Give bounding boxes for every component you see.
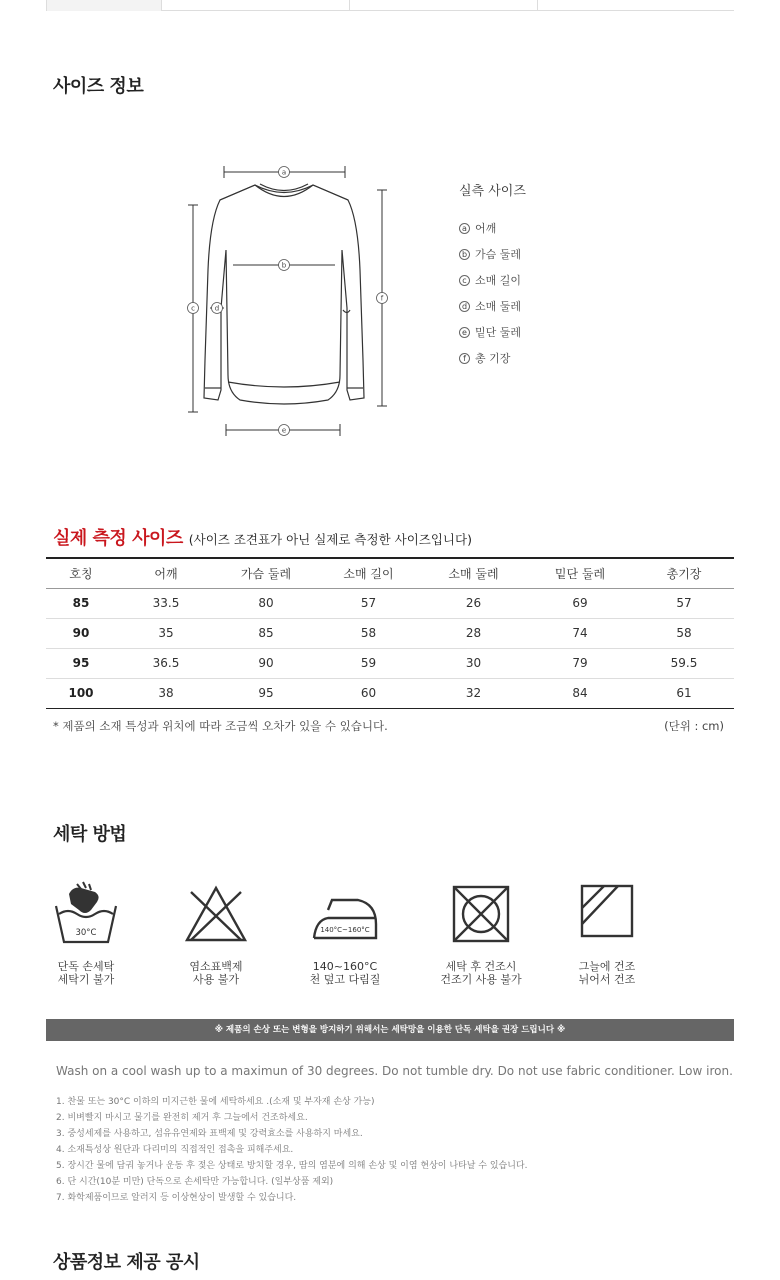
no-bleach-icon [181, 880, 251, 950]
iron-temp: 140°C~160°C [320, 926, 370, 934]
legend-mark: f [459, 353, 470, 364]
wash-caption: 염소표백제 [189, 960, 243, 973]
legend-mark: e [459, 327, 470, 338]
table-cell: 58 [316, 618, 421, 648]
wash-item [295, 880, 395, 986]
wash-caption: 세탁 후 건조시 [445, 960, 517, 973]
care-instructions-list [56, 1094, 527, 1206]
wash-item [36, 880, 136, 986]
english-care-note: Wash on a cool wash up to a maximun of 30 degrees. Do not tumble dry. Do not use fabric conditioner. Low iron. [56, 1064, 733, 1078]
table-cell: 59 [316, 648, 421, 678]
legend-label: 밑단 둘레 [475, 326, 522, 339]
svg-text:a: a [281, 168, 287, 177]
table-cell: 59.5 [634, 648, 734, 678]
wash-caption: 뉘어서 건조 [578, 973, 636, 986]
table-cell: 74 [526, 618, 634, 648]
tab-3[interactable] [350, 0, 538, 11]
svg-text:b: b [281, 261, 287, 270]
size-table [46, 557, 734, 709]
table-cell: 57 [634, 588, 734, 618]
table-cell: 95 [46, 648, 116, 678]
legend-label: 가슴 둘레 [475, 248, 522, 261]
wash-item [431, 880, 531, 986]
wash-caption: 140~160°C [312, 960, 378, 973]
list-item: 6. 단 시간(10분 미만) 단독으로 손세탁만 가능합니다. (일부상품 제외) [56, 1177, 334, 1187]
tolerance-note: * 제품의 소재 특성과 위치에 따라 조금씩 오차가 있을 수 있습니다. [53, 719, 388, 733]
col-header: 호칭 [46, 558, 116, 588]
unit-note: (단위 : cm) [664, 719, 724, 733]
top-tab-bar [46, 0, 734, 11]
table-cell: 79 [526, 648, 634, 678]
wash-caption: 천 덮고 다림질 [309, 973, 381, 986]
legend-label: 소매 둘레 [475, 300, 522, 313]
legend-mark: d [459, 301, 470, 312]
table-cell: 58 [634, 618, 734, 648]
legend-item [459, 293, 526, 319]
table-cell: 85 [216, 618, 316, 648]
list-item: 2. 비벼빨지 마시고 물기를 완전히 제거 후 그늘에서 건조하세요. [56, 1113, 308, 1123]
shade-dry-icon [572, 880, 642, 950]
legend-label: 소매 길이 [475, 274, 522, 287]
table-cell: 36.5 [116, 648, 216, 678]
col-header: 소매 둘레 [421, 558, 526, 588]
col-header: 가슴 둘레 [216, 558, 316, 588]
list-item: 4. 소재특성상 원단과 다리미의 직접적인 접촉을 피해주세요. [56, 1145, 294, 1155]
table-cell: 30 [421, 648, 526, 678]
wash-caption: 사용 불가 [192, 973, 239, 986]
wash-item [557, 880, 657, 986]
legend-label: 어깨 [475, 222, 497, 235]
list-item: 3. 중성세제를 사용하고, 섬유유연제와 표백제 및 강력효소를 사용하지 마세요. [56, 1129, 363, 1139]
tab-1[interactable] [46, 0, 162, 11]
table-cell: 100 [46, 678, 116, 708]
svg-text:e: e [281, 426, 287, 435]
table-cell: 80 [216, 588, 316, 618]
wash-caption: 건조기 사용 불가 [440, 973, 522, 986]
measure-subtitle: (사이즈 조견표가 아닌 실제로 측정한 사이즈입니다) [188, 532, 472, 547]
no-tumble-dry-icon [446, 880, 516, 950]
table-cell: 90 [46, 618, 116, 648]
product-notice-title: 상품정보 제공 공시 [53, 1252, 200, 1273]
list-item: 5. 장시간 물에 담궈 놓거나 운동 후 젖은 상태로 방치할 경우, 땀의 염분에 의해 손상 및 이염 현상이 나타날 수 있습니다. [56, 1161, 528, 1171]
svg-text:f: f [380, 294, 384, 303]
wash-item [166, 880, 266, 986]
size-legend [459, 180, 526, 371]
wash-title: 세탁 방법 [53, 824, 127, 845]
table-cell: 32 [421, 678, 526, 708]
legend-mark: c [459, 275, 470, 286]
col-header: 밑단 둘레 [526, 558, 634, 588]
iron-icon [310, 880, 380, 950]
wash-caption: 단독 손세탁 [57, 960, 115, 973]
table-cell: 57 [316, 588, 421, 618]
wash-caption: 세탁기 불가 [57, 973, 115, 986]
col-header: 어깨 [116, 558, 216, 588]
measure-heading [53, 524, 472, 550]
svg-text:d: d [214, 304, 220, 313]
tab-4[interactable] [538, 0, 733, 11]
legend-item [459, 345, 526, 371]
table-cell: 28 [421, 618, 526, 648]
hand-wash-icon [51, 880, 121, 950]
list-item: 7. 화학제품이므로 알러지 등 이상현상이 발생할 수 있습니다. [56, 1193, 297, 1203]
table-cell: 33.5 [116, 588, 216, 618]
table-cell: 95 [216, 678, 316, 708]
wash-caption: 그늘에 건조 [578, 960, 636, 973]
table-row [46, 648, 734, 678]
table-cell: 38 [116, 678, 216, 708]
legend-item [459, 215, 526, 241]
legend-item [459, 267, 526, 293]
table-cell: 85 [46, 588, 116, 618]
table-cell: 61 [634, 678, 734, 708]
size-info-title: 사이즈 정보 [53, 76, 144, 97]
col-header: 소매 길이 [316, 558, 421, 588]
table-header-row [46, 558, 734, 588]
table-cell: 84 [526, 678, 634, 708]
legend-item [459, 241, 526, 267]
legend-title: 실측 사이즈 [459, 184, 526, 199]
svg-text:c: c [191, 304, 195, 313]
legend-mark: b [459, 249, 470, 260]
table-cell: 26 [421, 588, 526, 618]
list-item: 1. 찬물 또는 30°C 이하의 미지근한 물에 세탁하세요 .(소재 및 부자재 손상 가능) [56, 1097, 375, 1107]
table-row [46, 618, 734, 648]
wash-warning-bar: ※ 제품의 손상 또는 변형을 방지하기 위해서는 세탁망을 이용한 단독 세탁을 권장 드립니다 ※ [46, 1019, 734, 1041]
legend-label: 총 기장 [475, 352, 511, 365]
tab-2[interactable] [162, 0, 350, 11]
table-row [46, 678, 734, 708]
table-cell: 60 [316, 678, 421, 708]
col-header: 총기장 [634, 558, 734, 588]
legend-mark: a [459, 223, 470, 234]
table-cell: 69 [526, 588, 634, 618]
sweater-size-diagram [180, 160, 400, 440]
table-cell: 35 [116, 618, 216, 648]
hand-wash-temp: 30°C [75, 928, 97, 938]
table-cell: 90 [216, 648, 316, 678]
table-row [46, 588, 734, 618]
legend-item [459, 319, 526, 345]
wash-icons [46, 880, 734, 990]
measure-title: 실제 측정 사이즈 [53, 528, 183, 549]
